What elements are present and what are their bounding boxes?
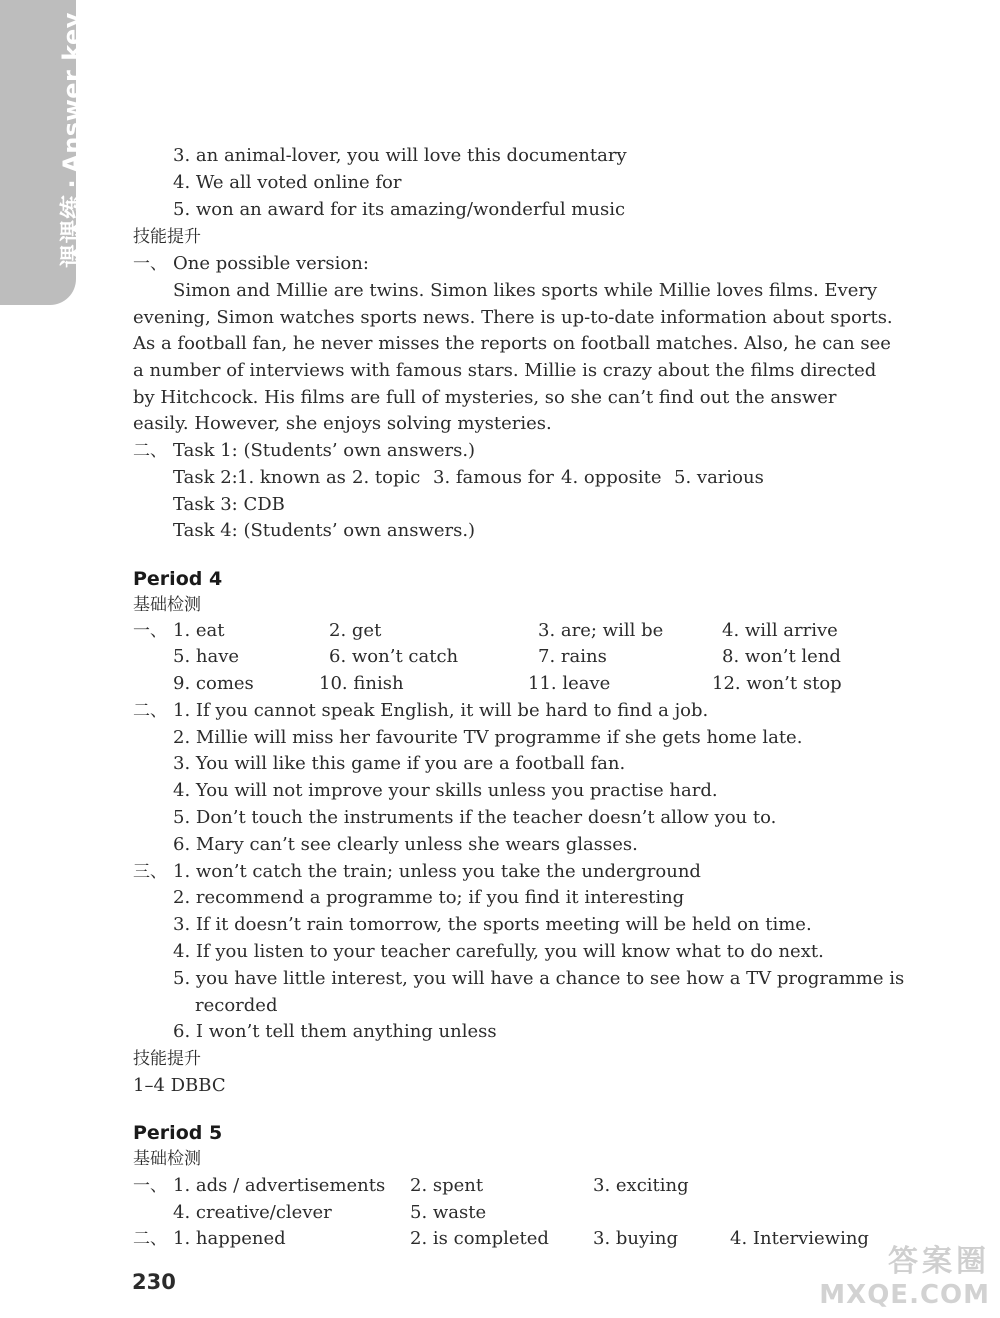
section-marker: 二、 [133,441,167,461]
grid-answer: 4. Interviewing [730,1228,869,1249]
watermark-url: MXQE.COM [819,1280,990,1310]
answer-line-continued: recorded [195,995,278,1016]
answer-line: 4. We all voted online for [173,172,402,193]
answer-line: 6. I won’t tell them anything unless [173,1021,497,1042]
answer-line: 3. You will like this game if you are a football fan. [173,753,626,774]
grid-answer: 4. creative/clever [173,1202,332,1223]
answer-line: 5. Don’t touch the instruments if the teacher doesn’t allow you to. [173,807,777,828]
answer-line: 2. recommend a programme to; if you find it interesting [173,887,685,908]
section-heading: 技能提升 [133,1049,201,1069]
grid-answer: 5. waste [410,1202,487,1223]
grid-answer: 1. happened [173,1228,286,1249]
page-number: 230 [132,1270,176,1294]
grid-answer: 8. won’t lend [722,646,841,667]
side-tab-cn: 课课练 [58,194,86,268]
side-tab-en: Answer key [58,12,86,173]
answer-line: 6. Mary can’t see clearly unless she wears glasses. [173,834,638,855]
answer-line: 3. If it doesn’t rain tomorrow, the sports meeting will be held on time. [173,914,812,935]
section-marker: 三、 [133,862,167,882]
paragraph-line: by Hitchcock. His films are full of mysteries, so she can’t find out the answer [133,387,837,408]
paragraph-line: evening, Simon watches sports news. There is up-to-date information about sports. [133,307,893,328]
watermark-text: 答案圈 [888,1244,990,1279]
paragraph-line: As a football fan, he never misses the reports on football matches. Also, he can see [133,333,891,354]
grid-answer: 3. buying [593,1228,679,1249]
period-4-title: Period 4 [133,568,223,590]
section-marker: 一、 [133,621,167,641]
answer-line: One possible version: [173,253,369,274]
section-heading: 基础检测 [133,595,201,615]
grid-answer: 2. get [329,620,382,641]
answer-line: Task 1: (Students’ own answers.) [173,440,476,461]
answer-line: Task 2: [173,467,238,488]
grid-answer: 6. won’t catch [329,646,459,667]
grid-answer: 3. are; will be [538,620,664,641]
answer-line: 3. an animal-lover, you will love this documentary [173,145,627,166]
answer-line: 1–4 DBBC [133,1075,226,1096]
answer-line: 1. If you cannot speak English, it will be hard to find a job. [173,700,709,721]
answer-line: 5. won an award for its amazing/wonderful music [173,199,626,220]
section-marker: 一、 [133,254,167,274]
grid-answer: 2. is completed [410,1228,549,1249]
section-heading: 基础检测 [133,1149,201,1169]
answer-item: 4. opposite [561,467,662,488]
paragraph-line: easily. However, she enjoys solving mysteries. [133,413,552,434]
answer-item: 5. various [674,467,764,488]
paragraph-line: a number of interviews with famous stars. Millie is crazy about the films directed [133,360,877,381]
grid-answer: 3. exciting [593,1175,689,1196]
section-heading: 技能提升 [133,227,201,247]
answer-line: 5. you have little interest, you will have a chance to see how a TV programme is [173,968,905,989]
period-5-title: Period 5 [133,1122,223,1144]
watermark-logo [819,1236,990,1310]
section-marker: 一、 [133,1176,167,1196]
answer-line: 4. If you listen to your teacher carefully, you will know what to do next. [173,941,824,962]
answer-item: 2. topic [352,467,421,488]
grid-answer: 2. spent [410,1175,484,1196]
side-tab-separator: · [58,178,86,189]
grid-answer: 11. leave [528,673,611,694]
grid-answer: 9. comes [173,673,254,694]
grid-answer: 7. rains [538,646,607,667]
grid-answer: 1. eat [173,620,225,641]
grid-answer: 10. finish [319,673,404,694]
grid-answer: 5. have [173,646,240,667]
grid-answer: 4. will arrive [722,620,838,641]
answer-line: Task 4: (Students’ own answers.) [173,520,476,541]
answer-line: 4. You will not improve your skills unless you practise hard. [173,780,718,801]
grid-answer: 12. won’t stop [712,673,842,694]
grid-answer: 1. ads / advertisements [173,1175,386,1196]
answer-item: 1. known as [237,467,346,488]
answer-line: Task 3: CDB [173,494,285,515]
section-marker: 二、 [133,701,167,721]
paragraph-line: Simon and Millie are twins. Simon likes sports while Millie loves films. Every [173,280,878,301]
answer-item: 3. famous for [433,467,554,488]
answer-line: 2. Millie will miss her favourite TV programme if she gets home late. [173,727,803,748]
section-marker: 二、 [133,1229,167,1249]
answer-line: 1. won’t catch the train; unless you take the underground [173,861,701,882]
